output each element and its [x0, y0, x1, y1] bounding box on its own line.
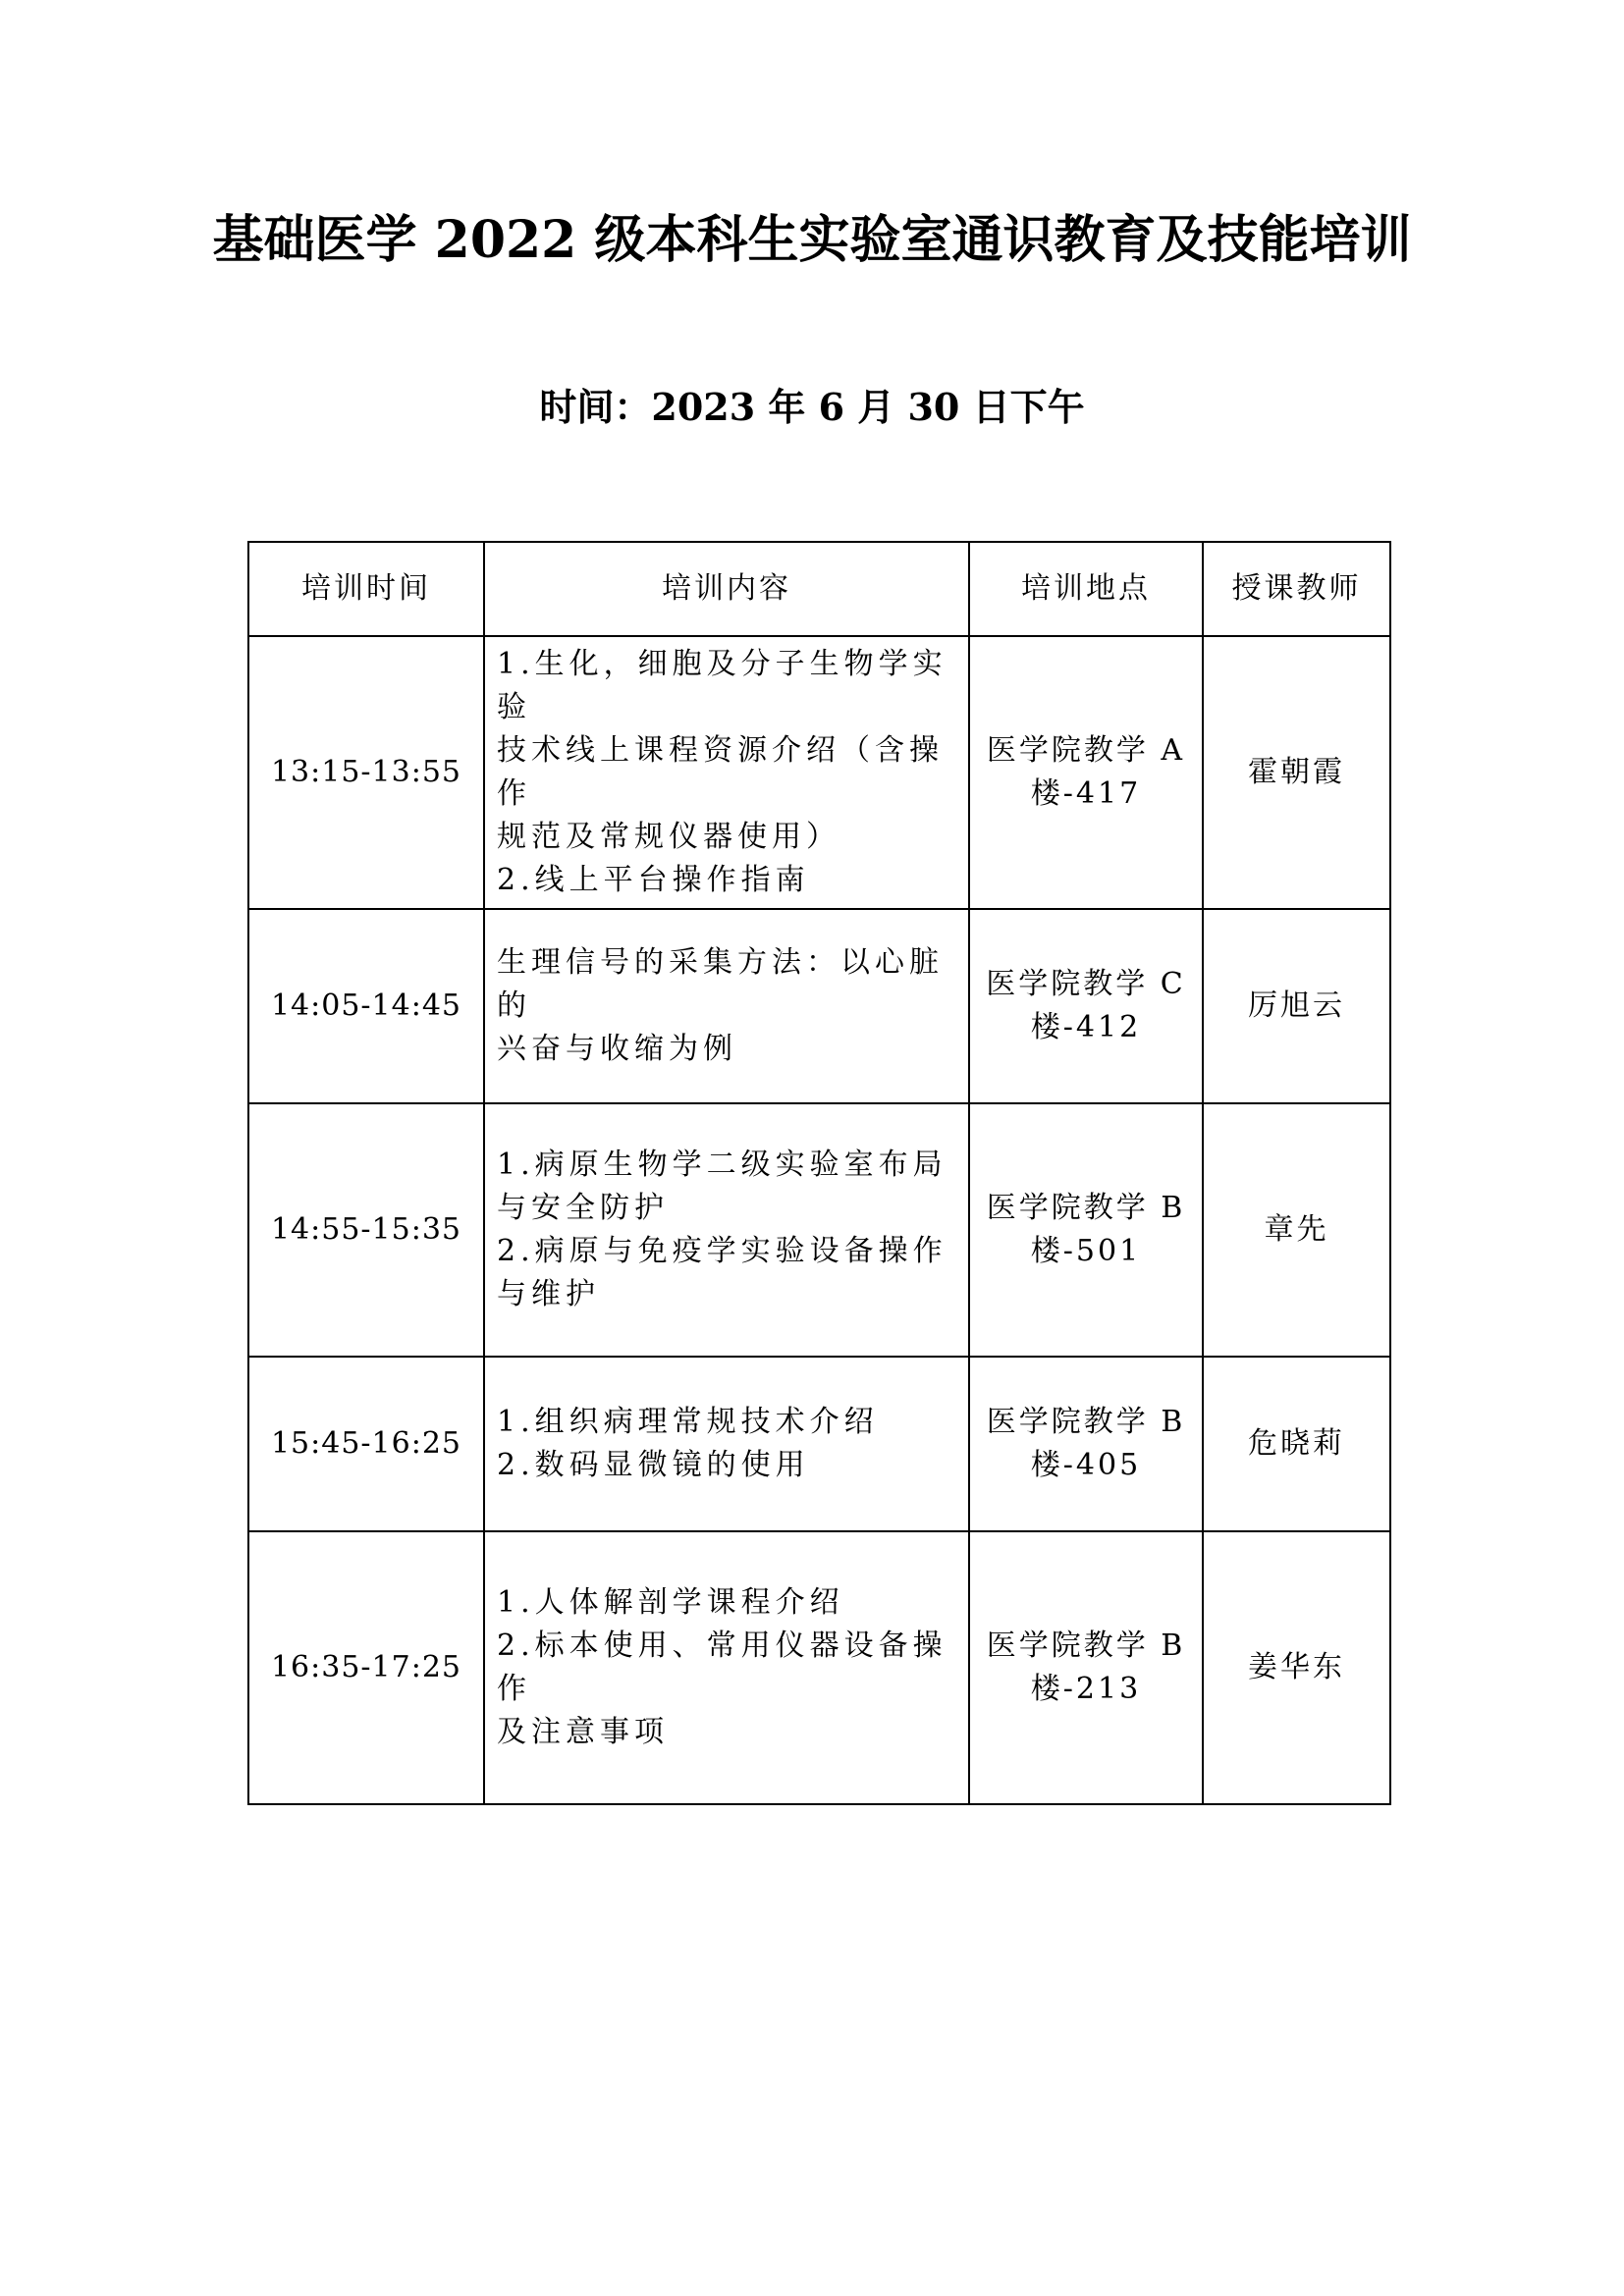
header-time: 培训时间 — [248, 542, 484, 636]
table-row — [248, 1531, 1390, 1804]
row-content — [484, 1103, 969, 1357]
row-content — [484, 636, 969, 909]
content-line: 2.标本使用、常用仪器设备操作 — [497, 1629, 947, 1706]
content-line: 2.病原与免疫学实验设备操作 — [497, 1234, 947, 1268]
row-location — [969, 1531, 1203, 1804]
row-location — [969, 1357, 1203, 1531]
row-location — [969, 909, 1203, 1103]
location-line: 楼-417 — [1030, 776, 1142, 811]
row-content — [484, 909, 969, 1103]
content-line: 生理信号的采集方法：以心脏的 — [497, 945, 944, 1023]
header-content: 培训内容 — [484, 542, 969, 636]
document-subtitle: 时间：2023 年 6 月 30 日下午 — [539, 385, 1085, 429]
table-header-row — [248, 542, 1390, 636]
content-line: 2.线上平台操作指南 — [497, 863, 810, 897]
row-time: 14:05-14:45 — [248, 909, 484, 1103]
location-line: 医学院教学 B — [986, 1191, 1186, 1225]
table-row — [248, 1357, 1390, 1531]
row-time: 15:45-16:25 — [248, 1357, 484, 1531]
location-line: 医学院教学 A — [986, 733, 1186, 768]
location-line: 楼-213 — [1030, 1672, 1142, 1706]
location-line: 医学院教学 B — [986, 1405, 1186, 1439]
content-line: 技术线上课程资源介绍（含操作 — [497, 733, 944, 811]
row-teacher: 厉旭云 — [1203, 909, 1390, 1103]
location-line: 医学院教学 B — [986, 1629, 1186, 1663]
row-content — [484, 1531, 969, 1804]
row-time: 13:15-13:55 — [248, 636, 484, 909]
row-location — [969, 1103, 1203, 1357]
location-line: 楼-412 — [1030, 1010, 1142, 1044]
content-line: 规范及常规仪器使用） — [497, 820, 840, 854]
content-line: 1.人体解剖学课程介绍 — [497, 1585, 844, 1620]
row-teacher: 危晓莉 — [1203, 1357, 1390, 1531]
content-line: 2.数码显微镜的使用 — [497, 1448, 810, 1482]
table-row — [248, 909, 1390, 1103]
content-line: 1.病原生物学二级实验室布局 — [497, 1148, 947, 1182]
content-line: 兴奋与收缩为例 — [497, 1032, 737, 1066]
content-line: 及注意事项 — [497, 1715, 669, 1749]
location-line: 楼-405 — [1030, 1448, 1142, 1482]
document-title: 基础医学 2022 级本科生实验室通识教育及技能培训 — [212, 210, 1412, 270]
location-line: 医学院教学 C — [986, 967, 1186, 1001]
table-row — [248, 1103, 1390, 1357]
location-line: 楼-501 — [1030, 1234, 1142, 1268]
row-time: 16:35-17:25 — [248, 1531, 484, 1804]
row-content — [484, 1357, 969, 1531]
row-teacher: 霍朝霞 — [1203, 636, 1390, 909]
content-line: 1.组织病理常规技术介绍 — [497, 1405, 879, 1439]
row-teacher: 章先 — [1203, 1103, 1390, 1357]
row-teacher: 姜华东 — [1203, 1531, 1390, 1804]
content-line: 1.生化，细胞及分子生物学实验 — [497, 647, 947, 724]
content-line: 与安全防护 — [497, 1191, 669, 1225]
row-location — [969, 636, 1203, 909]
row-time: 14:55-15:35 — [248, 1103, 484, 1357]
training-schedule-table — [247, 541, 1391, 1805]
header-location: 培训地点 — [969, 542, 1203, 636]
content-line: 与维护 — [497, 1277, 600, 1311]
header-teacher: 授课教师 — [1203, 542, 1390, 636]
table-row — [248, 636, 1390, 909]
